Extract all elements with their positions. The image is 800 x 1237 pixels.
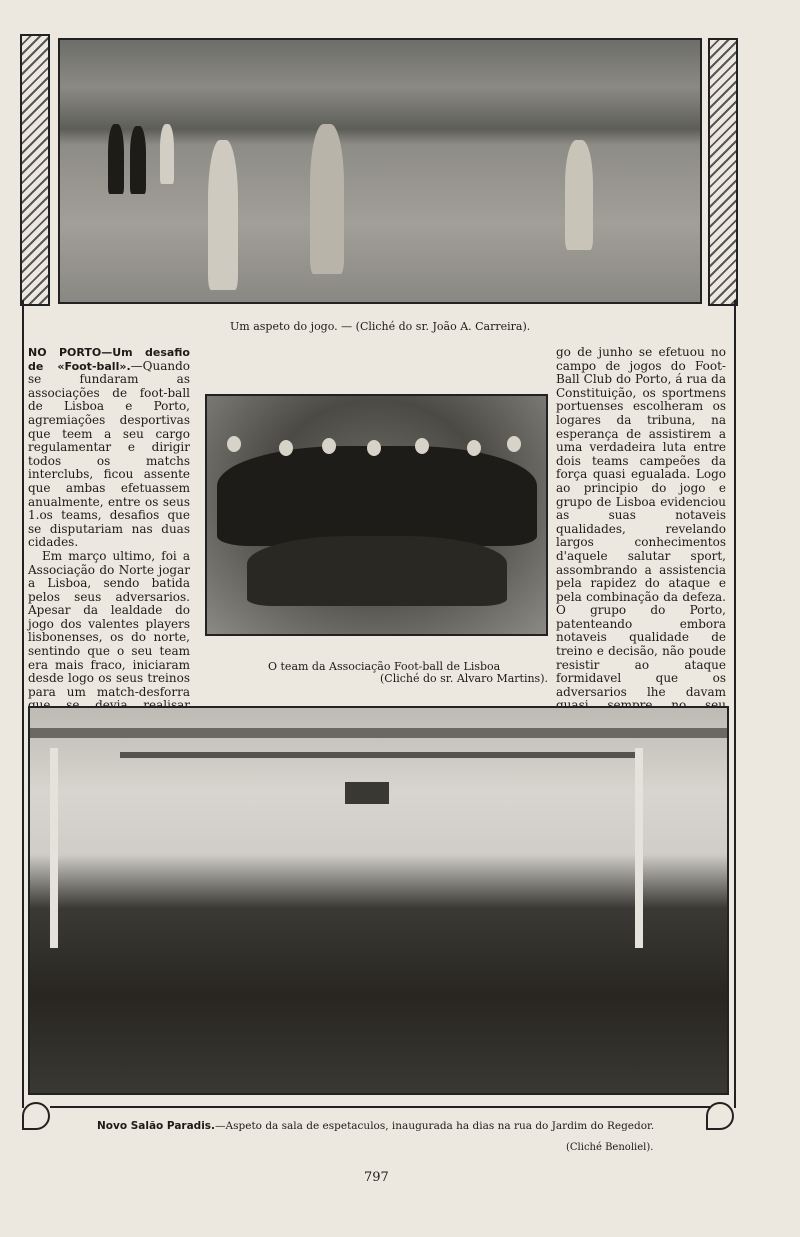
player-head: [279, 440, 293, 456]
ceiling-beam: [30, 728, 727, 738]
article-paragraph: go de junho se efetuou no campo de jogos do Foot-Ball Club do Porto, á rua da Constituição, os sportmens portuenses escolheram os logares da tribuna, na esperança de assistirem a uma verdadeira luta entre dois teams campeões da força quasi egualada. Logo ao principio do jogo e grupo de Lisboa evidenciou as suas notaveis qualidades, revelando largos conhecimentos d'aquele salutar sport, assombrando a assistencia pela rapidez do ataque e pela combinação da defeza. O grupo do Porto, patenteando embora notaveis qualidade de treino e decisão, não poude resistir ao ataque formidavel que os adversarios lhe davam: [556, 345, 726, 699]
player-group-standing: [217, 446, 537, 546]
pillar: [635, 748, 643, 948]
player-group-seated: [247, 536, 507, 606]
player-head: [322, 438, 336, 454]
hall-photo-credit: (Cliché Benoliel).: [566, 1142, 654, 1153]
spectator-figure: [108, 124, 124, 194]
theatre-hall-photo: [28, 706, 729, 1095]
player-head: [507, 436, 521, 452]
hall-photo-caption: Novo Salão Paradis.—Aspeto da sala de espetaculos, inaugurada ha dias na rua do Jardim do Regedor.: [97, 1120, 655, 1132]
wall-frieze: [120, 752, 640, 758]
frame-bottom-line: [50, 1106, 710, 1108]
hall-photo-title: Novo Salão Paradis.: [97, 1120, 216, 1132]
wall-picture: [345, 782, 389, 804]
player-head: [227, 436, 241, 452]
spectator-figure: [130, 126, 146, 194]
player-figure: [310, 124, 344, 274]
right-border-ornament: [708, 38, 738, 306]
pillar: [50, 748, 58, 948]
left-border-ornament: [20, 34, 50, 306]
top-photo-caption: Um aspeto do jogo. — (Cliché do sr. João A. Carreira).: [230, 320, 531, 333]
article-paragraph: NO PORTO—Um desafio de «Foot-ball».—Quando se fundaram as associações de foot-ball de Lisboa e Porto, agremiações desportivas que teem a seu cargo regulamentar e dirigir todos os matchs interclubs, ficou assente que ambas efetuassem anualmente, entre os seus 1.os teams, desafios que se disputariam nas duas cidades.: [28, 346, 190, 550]
player-figure: [208, 140, 238, 290]
team-photo-caption: O team da Associação Foot-ball de Lisboa: [268, 660, 501, 673]
team-photo: [205, 394, 548, 636]
team-photo-credit: (Cliché do sr. Alvaro Martins).: [380, 672, 548, 685]
player-figure: [565, 140, 593, 250]
bottom-left-ornament: [22, 1102, 50, 1130]
article-paragraph: Em março ultimo, foi a Associação do Norte jogar a Lisboa, sendo batida pelos seus adversarios. Apesar da lealdade do jogo dos valentes players lisbonenses, os do norte, sentindo que o seu team era mais fraco, iniciaram desde logo os seus treinos para um match-desforra: [28, 548, 190, 699]
player-head: [367, 440, 381, 456]
page-number: 797: [364, 1170, 389, 1185]
bottom-right-ornament: [706, 1102, 734, 1130]
frame-left-line: [22, 300, 24, 1108]
football-match-photo: [58, 38, 702, 304]
spectator-figure: [160, 124, 174, 184]
player-head: [467, 440, 481, 456]
player-head: [415, 438, 429, 454]
frame-right-line: [734, 300, 736, 1108]
article-heading: NO PORTO—Um desafio de «Foot-ball».: [28, 346, 190, 373]
